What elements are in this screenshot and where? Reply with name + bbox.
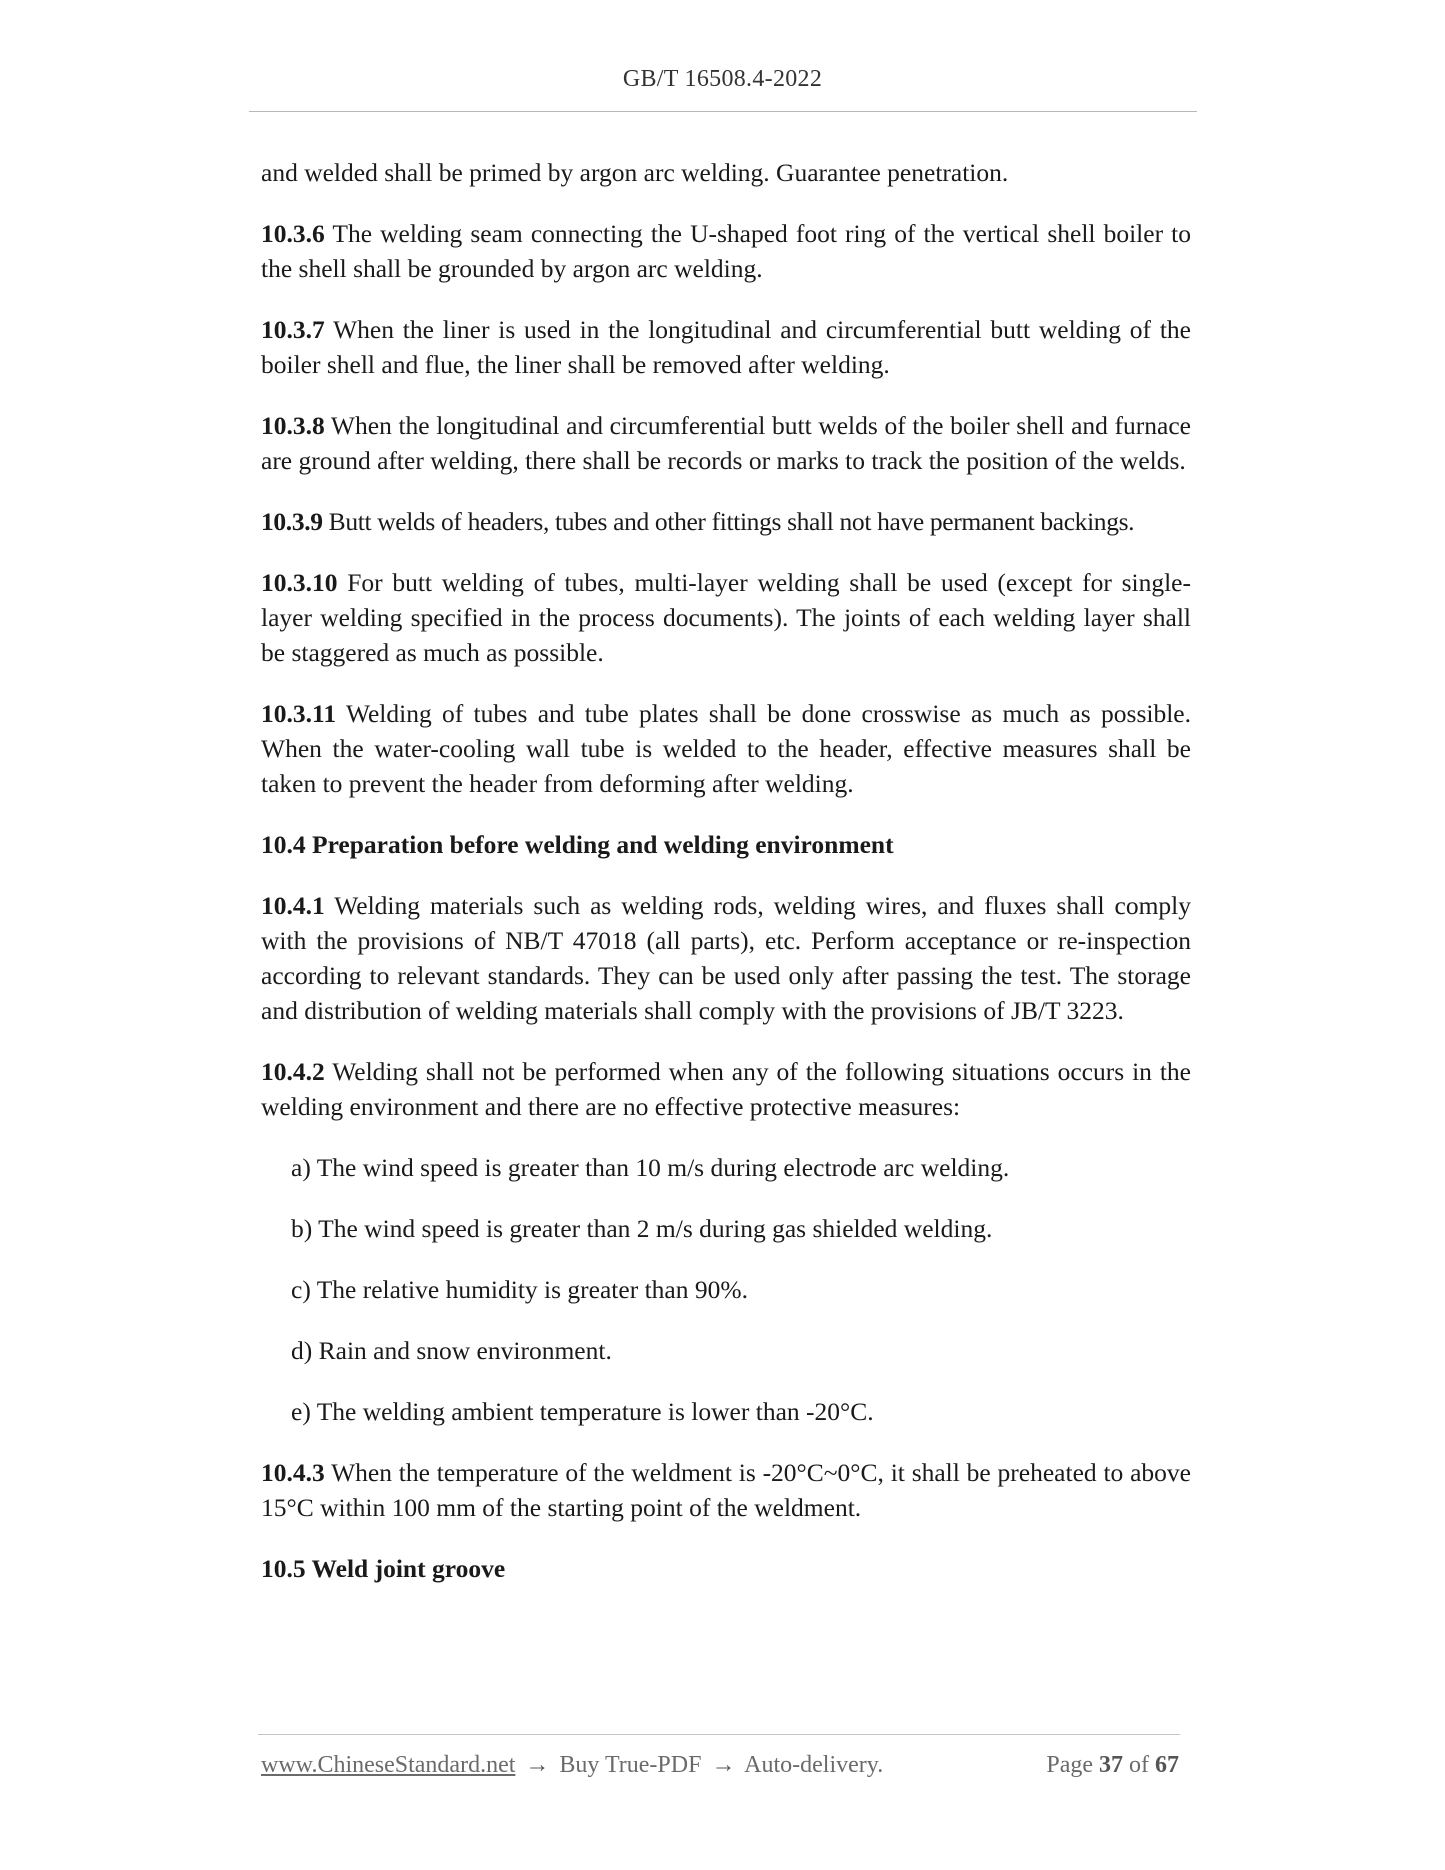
clause-text: Butt welds of headers, tubes and other fittings shall not have permanent backings. — [322, 507, 1135, 536]
clause-number: 10.4.1 — [261, 891, 325, 920]
clause-10-4-2 — [261, 1054, 1191, 1124]
footer-divider — [258, 1734, 1180, 1735]
list-item: d) Rain and snow environment. — [291, 1336, 612, 1365]
clause-text: For butt welding of tubes, multi-layer welding shall be used (except for single-layer welding specified in the process documents). The joints of each welding layer shall be staggered as much as possible. — [261, 568, 1191, 667]
paragraph-continuation: and welded shall be primed by argon arc welding. Guarantee penetration. — [261, 158, 1009, 187]
page-total: 67 — [1155, 1752, 1179, 1778]
arrow-right-icon: → — [525, 1752, 550, 1778]
page-current: 37 — [1099, 1752, 1123, 1778]
document-body — [261, 155, 1191, 1612]
clause-number: 10.3.6 — [261, 219, 325, 248]
page-indicator — [1046, 1752, 1179, 1779]
clause-number: 10.3.10 — [261, 568, 338, 597]
clause-number: 10.4.2 — [261, 1057, 325, 1086]
page-label: Page — [1046, 1752, 1093, 1778]
clause-text: Welding of tubes and tube plates shall be done crosswise as much as possible. When the water-cooling wall tube is welded to the header, effective measures shall be taken to prevent the header from deforming after welding. — [261, 699, 1191, 798]
clause-10-3-9 — [261, 504, 1191, 539]
page-of: of — [1129, 1752, 1149, 1778]
section-heading-10-4: 10.4 Preparation before welding and welding environment — [261, 830, 894, 859]
list-item: e) The welding ambient temperature is lower than -20°C. — [291, 1397, 874, 1426]
header-divider — [249, 111, 1197, 112]
list-item: b) The wind speed is greater than 2 m/s during gas shielded welding. — [291, 1214, 993, 1243]
arrow-right-icon: → — [711, 1752, 736, 1778]
site-link[interactable]: www.ChineseStandard.net — [261, 1752, 516, 1778]
list-item: a) The wind speed is greater than 10 m/s during electrode arc welding. — [291, 1153, 1010, 1182]
clause-text: When the longitudinal and circumferential butt welds of the boiler shell and furnace are ground after welding, there shall be records or marks to track the position of the welds. — [261, 411, 1191, 475]
page-footer — [261, 1752, 1179, 1779]
clause-10-3-7 — [261, 312, 1191, 382]
buy-text: Buy True-PDF — [559, 1752, 702, 1778]
clause-10-3-11 — [261, 696, 1191, 801]
clause-10-3-8 — [261, 408, 1191, 478]
footer-left — [261, 1752, 883, 1779]
clause-text: The welding seam connecting the U-shaped foot ring of the vertical shell boiler to the shell shall be grounded by argon arc welding. — [261, 219, 1191, 283]
clause-number: 10.4.3 — [261, 1458, 325, 1487]
clause-10-4-1 — [261, 888, 1191, 1028]
clause-text: When the temperature of the weldment is -20°C~0°C, it shall be preheated to above 15°C within 100 mm of the starting point of the weldment. — [261, 1458, 1191, 1522]
section-heading-10-5: 10.5 Weld joint groove — [261, 1554, 506, 1583]
document-header-title: GB/T 16508.4-2022 — [622, 66, 823, 92]
clause-number: 10.3.8 — [261, 411, 325, 440]
clause-10-3-10 — [261, 565, 1191, 670]
clause-text: When the liner is used in the longitudinal and circumferential butt welding of the boiler shell and flue, the liner shall be removed after welding. — [261, 315, 1191, 379]
clause-10-3-6 — [261, 216, 1191, 286]
clause-number: 10.3.7 — [261, 315, 325, 344]
clause-number: 10.3.9 — [261, 507, 323, 536]
clause-text: Welding materials such as welding rods, welding wires, and fluxes shall comply with the provisions of NB/T 47018 (all parts), etc. Perform acceptance or re-inspection according to relevant standards. They can be used only after passing the test. The storage and distribution of welding materials shall comply with the provisions of JB/T 3223. — [261, 891, 1191, 1025]
list-item: c) The relative humidity is greater than 90%. — [291, 1275, 748, 1304]
clause-text: Welding shall not be performed when any of the following situations occurs in the welding environment and there are no effective protective measures: — [261, 1057, 1191, 1121]
clause-number: 10.3.11 — [261, 699, 337, 728]
delivery-text: Auto-delivery. — [744, 1752, 884, 1778]
clause-10-4-3 — [261, 1455, 1191, 1525]
